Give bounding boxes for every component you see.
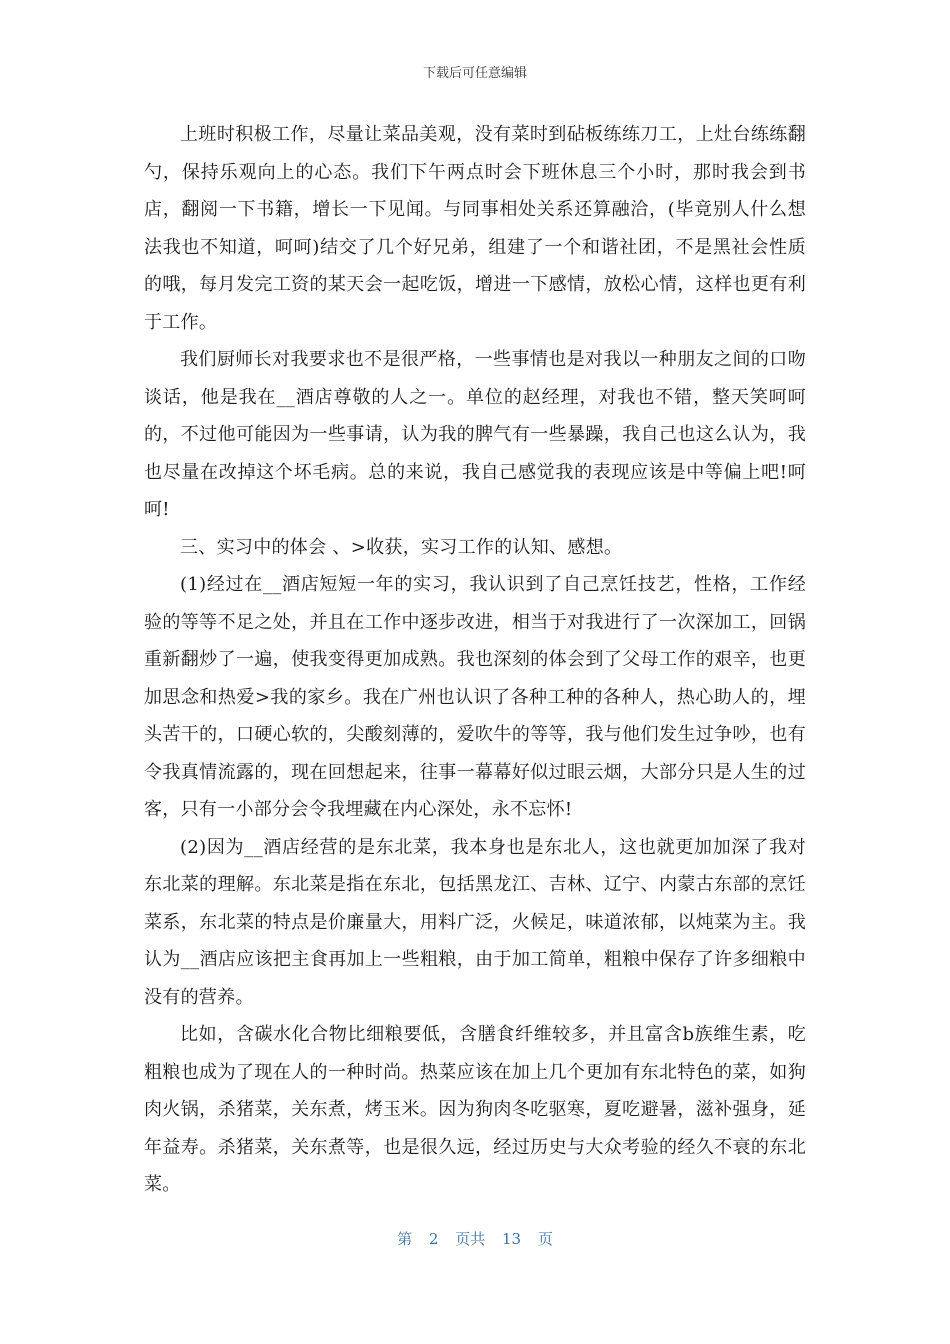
paragraph: (1)经过在__酒店短短一年的实习，我认识到了自己烹饪技艺，性格，工作经验的等等不足之处，并且在工作中逐步改进，相当于对我进行了一次深加工，回锅重新翻炒了一遍，使我变得更加成熟。我也深刻的体会到了父母工作的艰辛，也更加思念和热爱>我的家乡。我在广州也认识了各种工种的各种人，热心助人的，埋头苦干的，口硬心软的，尖酸刻薄的，爱吹牛的等等，我与他们发生过争吵，也有令我真情流露的，现在回想起来，往事一幕幕好似过眼云烟，大部分只是人生的过客，只有一小部分会令我埋藏在内心深处，永不忘怀! <box>144 574 806 820</box>
current-page-number: 2 <box>428 1230 439 1248</box>
paragraph: 我们厨师长对我要求也不是很严格，一些事情也是对我以一种朋友之间的口吻谈话，他是我在__酒店尊敬的人之一。单位的赵经理，对我也不错，整天笑呵呵的，不过他可能因为一些事请，认为我的脾气有一些暴躁，我自己也这么认为，我也尽量在改掉这个坏毛病。总的来说，我自己感觉我的表现应该是中等偏上吧!呵呵! <box>144 349 806 520</box>
paragraph: 上班时积极工作，尽量让菜品美观，没有菜时到砧板练练刀工，上灶台练练翻勺，保持乐观向上的心态。我们下午两点时会下班休息三个小时，那时我会到书店，翻阅一下书籍，增长一下见闻。与同事相处关系还算融洽，(毕竟别人什么想法我也不知道，呵呵)结交了几个好兄弟，组建了一个和谐社团，不是黑社会性质的哦，每月发完工资的某天会一起吃饭，增进一下感情，放松心情，这样也更有利于工作。 <box>144 124 806 333</box>
document-body <box>144 116 806 1204</box>
footer-suffix: 页 <box>537 1230 553 1248</box>
total-page-count: 13 <box>502 1230 522 1248</box>
page-footer <box>0 1228 950 1250</box>
paragraph: 比如，含碳水化合物比细粮要低，含膳食纤维较多，并且富含b族维生素，吃粗粮也成为了现在人的一种时尚。热菜应该在加上几个更加有东北特色的菜，如狗肉火锅，杀猪菜，关东煮，烤玉米。因为狗肉冬吃驱寒，夏吃避暑，滋补强身，延年益寿。杀猪菜，关东煮等，也是很久远，经过历史与大众考验的经久不衰的东北菜。 <box>144 1024 806 1195</box>
page-header <box>0 64 950 84</box>
paragraph: (2)因为__酒店经营的是东北菜，我本身也是东北人，这也就更加加深了我对东北菜的理解。东北菜是指在东北，包括黑龙江、吉林、辽宁、内蒙古东部的烹饪菜系，东北菜的特点是价廉量大，用料广泛，火候足，味道浓郁，以炖菜为主。我认为__酒店应该把主食再加上一些粗粮，由于加工简单，粗粮中保存了许多细粮中没有的营养。 <box>144 836 806 1008</box>
footer-middle: 页共 <box>455 1230 486 1248</box>
footer-prefix: 第 <box>397 1230 413 1248</box>
section-heading: 三、实习中的体会 、>收获，实习工作的认知、感想。 <box>180 536 623 558</box>
header-text: 下载后可任意编辑 <box>422 66 527 81</box>
